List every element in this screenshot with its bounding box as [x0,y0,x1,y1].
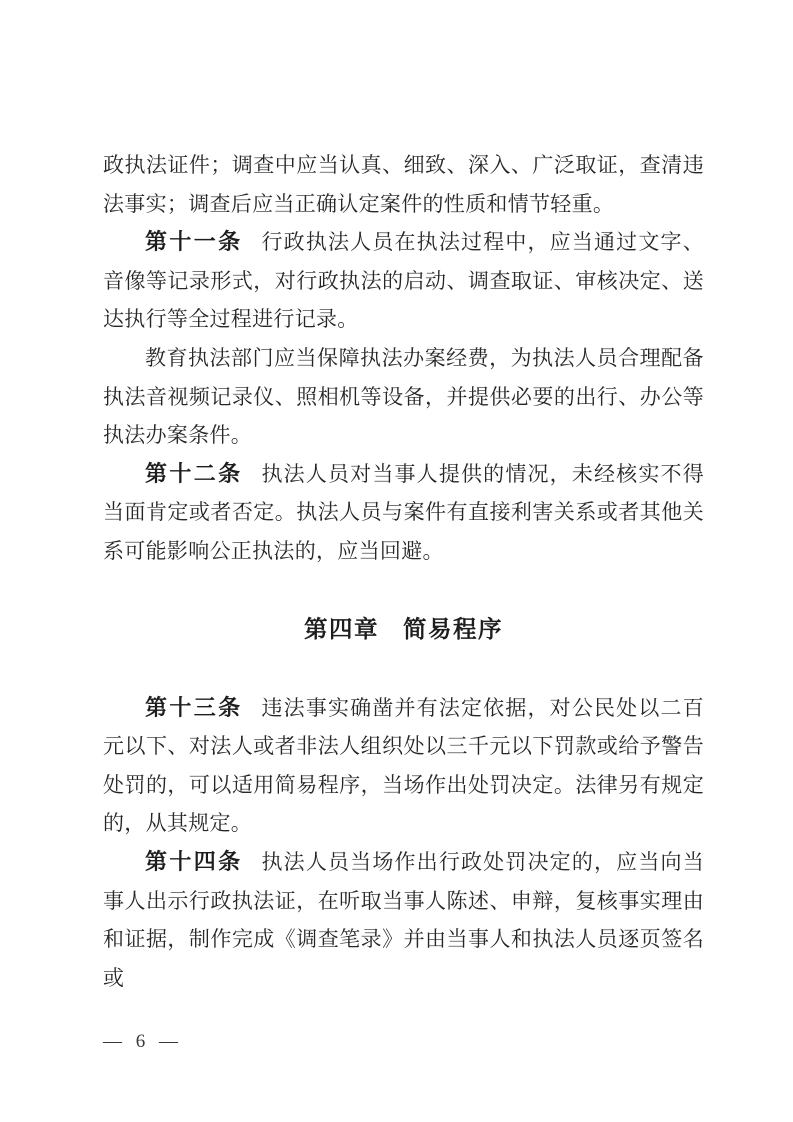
paragraph-body: 教育执法部门应当保障执法办案经费，为执法人员合理配备执法音视频记录仪、照相机等设备，并提供必要的出行、办公等执法办案条件。 [103,345,704,448]
article-12-text: 执法人员对当事人提供的情况，未经核实不得当面肯定或者否定。执法人员与案件有直接利害关系或者其他关系可能影响公正执法的，应当回避。 [103,461,704,563]
article-11-label: 第十一条 [145,229,243,255]
paragraph-continuation: 政执法证件；调查中应当认真、细致、深入、广泛取证，查清违法事实；调查后应当正确认定案件的性质和情节轻重。 [103,153,704,216]
paragraph-article-13 [103,689,704,843]
page-number: — 6 — [103,1031,181,1052]
article-12-label: 第十二条 [145,460,243,486]
article-14-label: 第十四条 [145,848,243,874]
chapter-heading [103,609,704,649]
article-11-text: 行政执法人员在执法过程中，应当通过文字、音像等记录形式，对行政执法的启动、调查取证、审核决定、送达执行等全过程进行记录。 [103,230,704,332]
paragraph-article-12 [103,455,704,571]
article-13-text: 违法事实确凿并有法定依据，对公民处以二百元以下、对法人或者非法人组织处以三千元以下罚款或给予警告处罚的，可以适用简易程序，当场作出处罚决定。法律另有规定的，从其规定。 [103,695,704,836]
article-14-text: 执法人员当场作出行政处罚决定的，应当向当事人出示行政执法证，在听取当事人陈述、申辩，复核事实理由和证据，制作完成《调查笔录》并由当事人和执法人员逐页签名或 [103,849,704,990]
document-content [103,146,704,997]
paragraph-article-11 [103,223,704,339]
paragraph-article-14 [103,843,704,997]
article-13-label: 第十三条 [145,694,243,720]
chapter-title: 简易程序 [403,615,503,642]
chapter-number: 第四章 [304,615,379,642]
